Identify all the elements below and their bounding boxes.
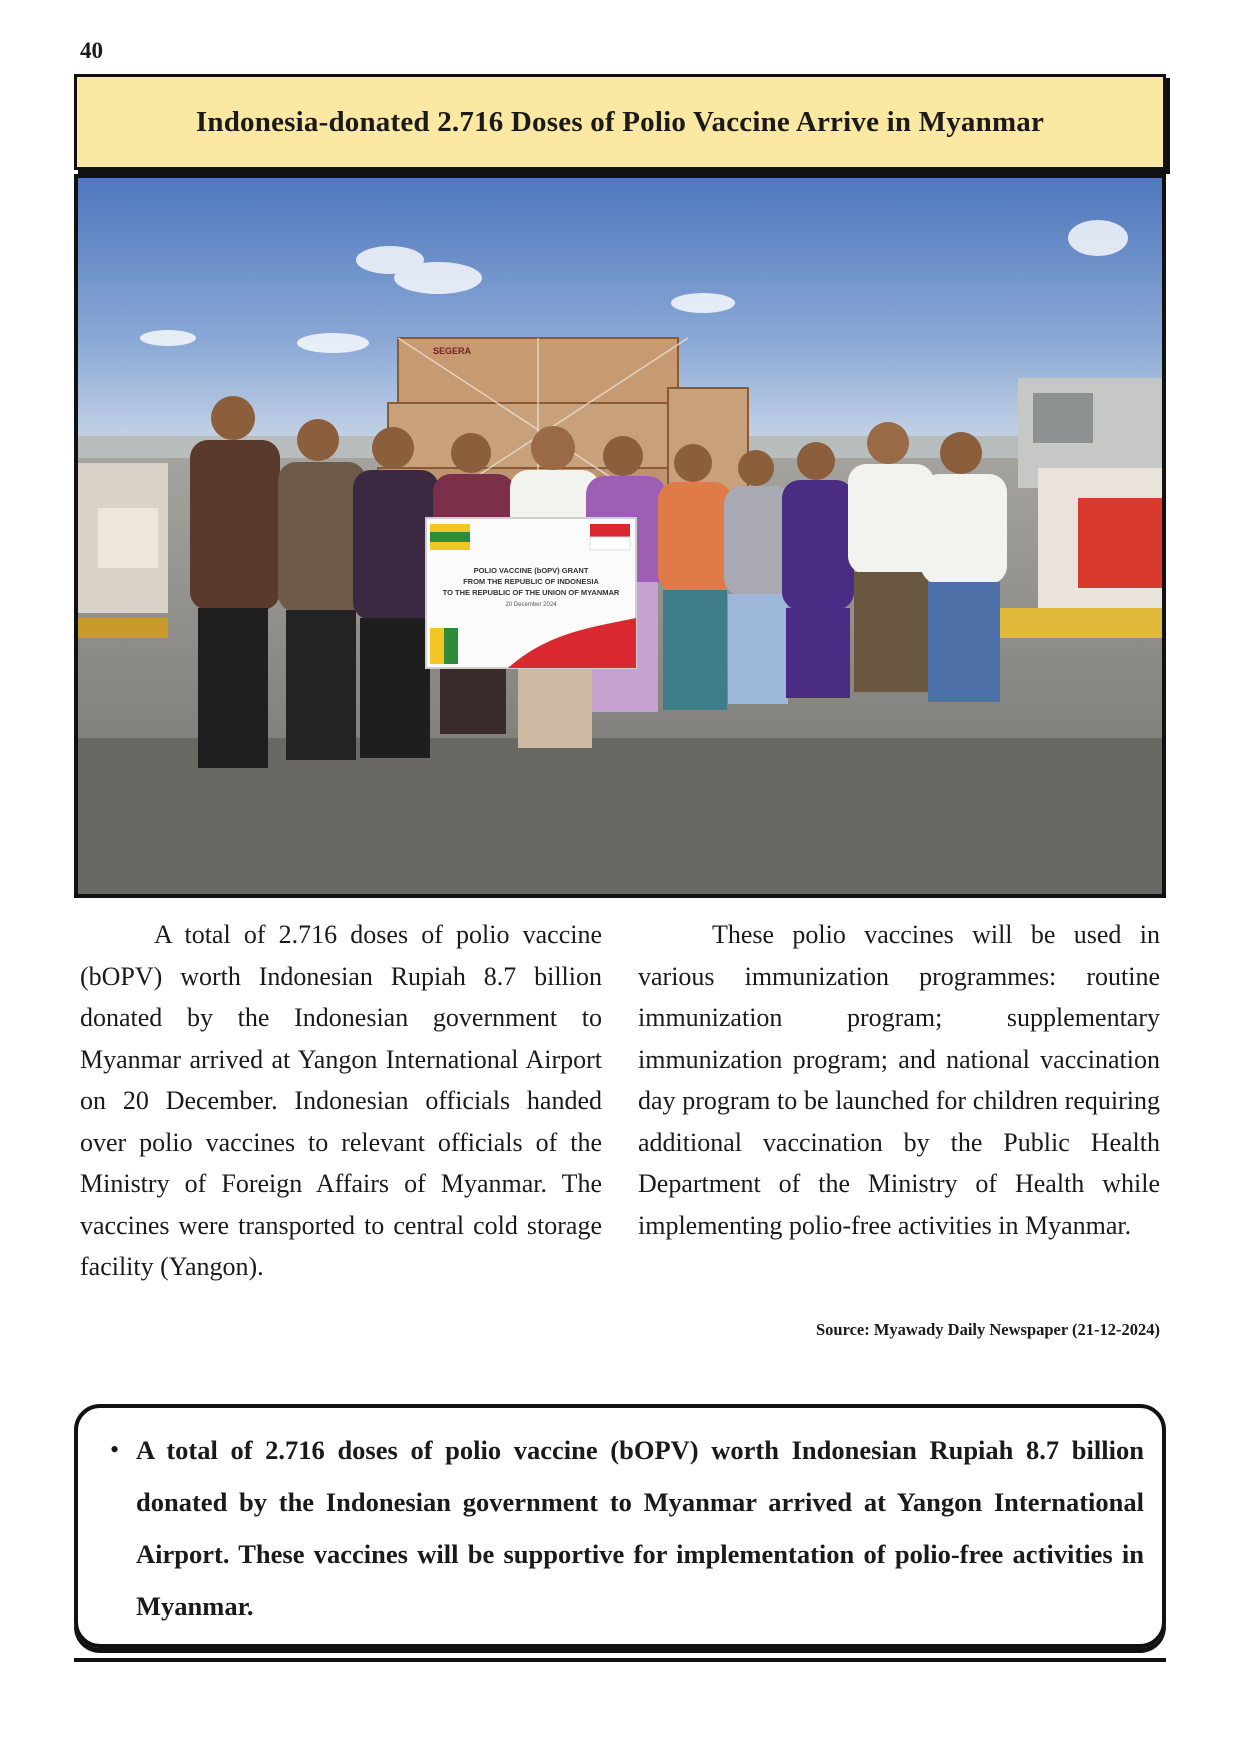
group-photo-image xyxy=(78,178,1162,894)
article-paragraph-right: These polio vaccines will be used in various immunization programmes: routine immunization program; supplementary immunization program; and national vaccination day program to be launched for children requiring additional vaccination by the Public Health Department of the Ministry of Health while implementing polio-free activities in Myanmar. xyxy=(638,920,1160,1240)
title-box xyxy=(74,74,1166,170)
article-title: Indonesia-donated 2.716 Doses of Polio Vaccine Arrive in Myanmar xyxy=(195,105,1045,138)
article-column-left xyxy=(80,914,602,1288)
summary-box xyxy=(74,1404,1166,1648)
sign-line-2: FROM THE REPUBLIC OF INDONESIA xyxy=(463,577,599,586)
photo-frame xyxy=(74,174,1166,898)
sign-line-4: 20 December 2024 xyxy=(505,602,557,608)
bottom-divider xyxy=(74,1658,1166,1662)
sign-line-1: POLIO VACCINE (bOPV) GRANT xyxy=(473,566,589,575)
source-credit: Source: Myawady Daily Newspaper (21-12-2024) xyxy=(815,1320,1160,1339)
page-number: 40 xyxy=(80,38,103,63)
bullet-icon: • xyxy=(110,1435,120,1464)
sign-line-3: TO THE REPUBLIC OF THE UNION OF MYANMAR xyxy=(442,588,620,597)
summary-text: A total of 2.716 doses of polio vaccine (bOPV) worth Indonesian Rupiah 8.7 billion donated by the Indonesian government to Myanmar arrived at Yangon International Airport. These vaccines will be supportive for implementation of polio-free activities in Myanmar. xyxy=(136,1435,1144,1621)
summary-item xyxy=(96,1424,1144,1632)
article-column-right xyxy=(638,914,1160,1246)
cargo-box-label: SEGERA xyxy=(433,346,472,356)
article-paragraph-left: A total of 2.716 doses of polio vaccine (bOPV) worth Indonesian Rupiah 8.7 billion donated by the Indonesian government to Myanmar arrived at Yangon International Airport on 20 December. Indonesian officials handed over polio vaccines to relevant officials of the Ministry of Foreign Affairs of Myanmar. The vaccines were transported to central cold storage facility (Yangon). xyxy=(80,920,602,1281)
